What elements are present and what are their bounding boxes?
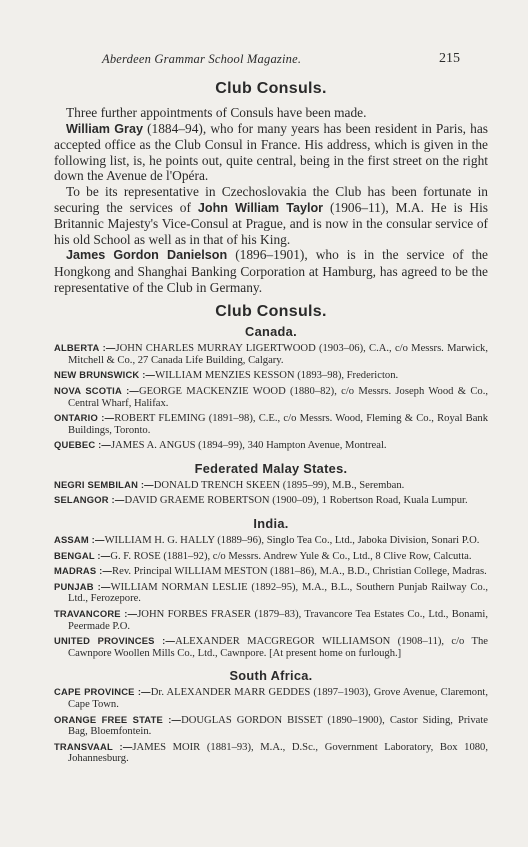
province-label: QUEBEC :— <box>54 439 112 451</box>
consul-entry <box>54 369 488 382</box>
consul-entry <box>54 608 488 632</box>
paragraph-text: (1906–11), M.A. He is His Britannic Majesty's Vice-Consul at Prague, and is now in the consular service of his old School as well as in that of his King. <box>54 199 488 247</box>
section-title: Club Consuls. <box>215 80 327 97</box>
consul-details: WILLIAM MENZIES KESSON (1893–98), Fredericton. <box>155 370 399 382</box>
consul-details: JAMES MOIR (1881–93), M.A., D.Sc., Government Laboratory, Box 1080, Johannesburg. <box>68 741 488 765</box>
province-label: NEW BRUNSWICK :— <box>54 369 156 381</box>
paragraph-intro <box>54 105 488 121</box>
consul-entry <box>54 342 488 366</box>
page-content <box>54 80 488 768</box>
consul-entry <box>54 635 488 659</box>
province-label: ONTARIO :— <box>54 412 115 424</box>
page-number: 215 <box>439 51 460 66</box>
running-header <box>54 52 488 70</box>
consul-details: DONALD TRENCH SKEEN (1895–99), M.B., Seremban. <box>153 479 405 491</box>
person-name: William Gray <box>66 121 143 136</box>
consul-details: Dr. ALEXANDER MARR GEDDES (1897–1903), Grove Avenue, Claremont, Cape Town. <box>68 687 488 710</box>
paragraph-william-gray <box>54 121 488 184</box>
region-heading: Canada. <box>245 324 297 340</box>
consul-details: Rev. Principal WILLIAM MESTON (1881–86), M.A., B.D., Christian College, Madras. <box>112 566 487 578</box>
paragraph-text: Three further appointments of Consuls have been made. <box>66 105 367 120</box>
province-label: MADRAS :— <box>54 565 113 577</box>
section-title-list: Club Consuls. <box>215 303 327 321</box>
consul-details: DOUGLAS GORDON BISSET (1890–1900), Castor Siding, Private Bag, Bloemfontein. <box>68 714 488 738</box>
consul-entry <box>54 550 488 563</box>
consul-details: ALEXANDER MACGREGOR WILLIAMSON (1908–11), c/o The Cawnpore Woollen Mills Co., Ltd., Cawnpore. [At present home on furlough.] <box>68 636 488 659</box>
province-label: SELANGOR :— <box>54 494 125 506</box>
consul-entry <box>54 714 488 738</box>
person-name: James Gordon Danielson <box>66 248 228 263</box>
province-label: NOVA SCOTIA :— <box>54 384 139 396</box>
consul-details: ROBERT FLEMING (1891–98), C.E., c/o Messrs. Wood, Fleming & Co., Royal Bank Buildings, Toronto. <box>68 413 488 436</box>
running-title: Aberdeen Grammar School Magazine. <box>102 52 302 66</box>
consul-entry <box>54 385 488 409</box>
paragraph-text: (1896–1901), who is in the service of the Hongkong and Shanghai Banking Corporation at Hamburg, has agreed to be the representative of the Club in Germany. <box>54 247 488 295</box>
consul-entry <box>54 479 488 492</box>
consul-entry <box>54 741 488 765</box>
consul-entry <box>54 581 488 605</box>
consul-entry <box>54 439 488 452</box>
consul-details: GEORGE MACKENZIE WOOD (1880–82), c/o Messrs. Joseph Wood & Co., Central Wharf, Halifax. <box>68 385 488 409</box>
consul-entry <box>54 686 488 710</box>
paragraph-john-taylor <box>54 184 488 247</box>
province-label: ORANGE FREE STATE :— <box>54 713 182 725</box>
consul-entry <box>54 494 488 507</box>
consul-details: WILLIAM NORMAN LESLIE (1892–95), M.A., B.L., Southern Punjab Railway Co., Ltd., Ferozepore. <box>68 581 489 605</box>
consul-entry <box>54 565 488 578</box>
province-label: NEGRI SEMBILAN :— <box>54 478 154 490</box>
province-label: ASSAM :— <box>54 534 105 546</box>
consul-details: JOHN FORBES FRASER (1879–83), Travancore Tea Estates Co., Ltd., Bonami, Peermade P.O. <box>68 609 488 632</box>
province-label: BENGAL :— <box>54 549 111 561</box>
province-label: ALBERTA :— <box>54 342 116 354</box>
consul-details: WILLIAM H. G. HALLY (1889–96), Singlo Tea Co., Ltd., Jaboka Division, Sonari P.O. <box>104 535 480 547</box>
consul-entry <box>54 534 488 547</box>
province-label: PUNJAB :— <box>54 580 111 592</box>
province-label: CAPE PROVINCE :— <box>54 686 151 698</box>
person-name: John William Taylor <box>197 200 324 215</box>
region-heading: India. <box>253 516 289 532</box>
province-label: TRANSVAAL :— <box>54 740 133 752</box>
consul-details: G. F. ROSE (1881–92), c/o Messrs. Andrew Yule & Co., Ltd., 8 Clive Row, Calcutta. <box>110 550 472 562</box>
paragraph-james-danielson <box>54 247 488 295</box>
paragraph-text: (1884–94), who for many years has been resident in Paris, has accepted office as the Club Consul in France. His address, which is given in the following list, is, he points out, quite central, being in the first street on the right down the Avenue de l'Opéra. <box>54 120 488 184</box>
paragraph-text: To be its representative in Czechoslovakia the Club has been fortunate in securing the services of <box>54 183 488 215</box>
consul-details: JAMES A. ANGUS (1894–99), 340 Hampton Avenue, Montreal. <box>111 440 387 452</box>
region-heading: Federated Malay States. <box>194 460 348 476</box>
consul-entry <box>54 412 488 436</box>
province-label: TRAVANCORE :— <box>54 608 138 620</box>
province-label: UNITED PROVINCES :— <box>54 635 176 647</box>
consul-details: JOHN CHARLES MURRAY LIGERTWOOD (1903–06), C.A., c/o Messrs. Marwick, Mitchell & Co., 27 Canada Life Building, Calgary. <box>68 343 488 366</box>
consul-list <box>54 324 488 765</box>
region-heading: South Africa. <box>229 668 313 684</box>
consul-details: DAVID GRAEME ROBERTSON (1900–09), 1 Robertson Road, Kuala Lumpur. <box>124 495 468 507</box>
